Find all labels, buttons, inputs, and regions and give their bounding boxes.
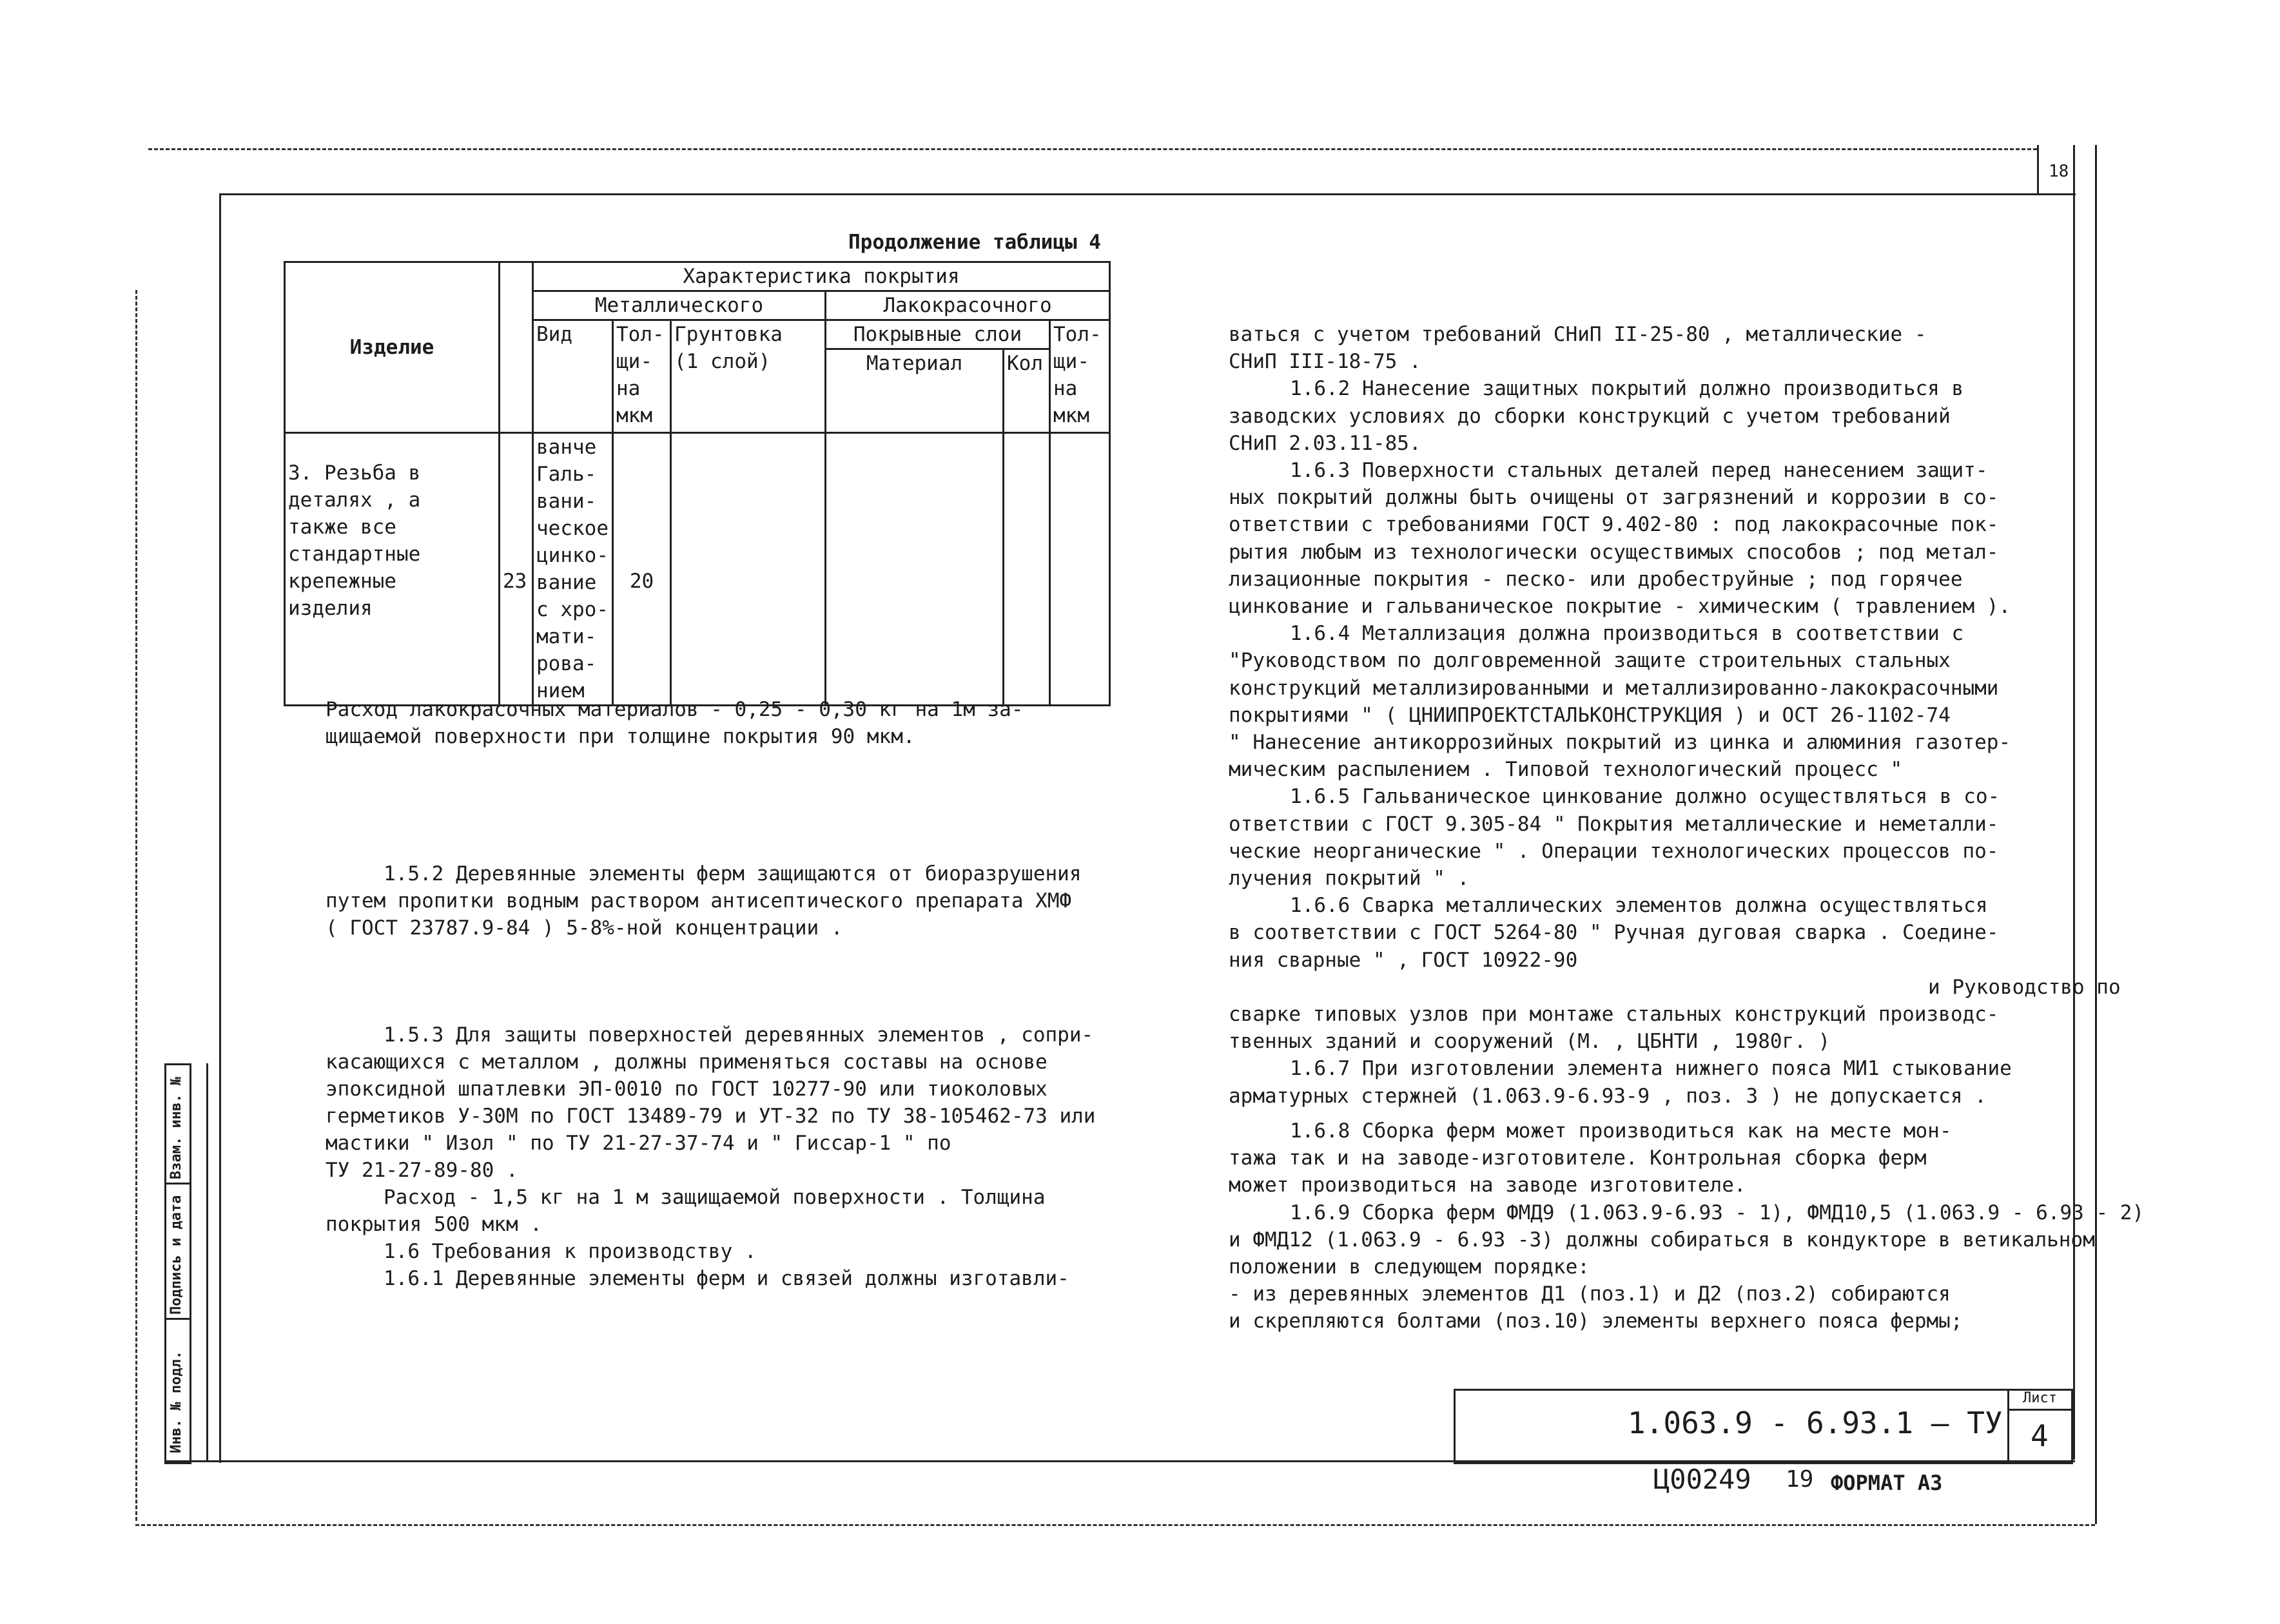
document-designation: 1.063.9 - 6.93.1 — ТУ [1628, 1406, 2003, 1440]
archive-number: Ц00249 [1653, 1464, 1751, 1495]
corner-cell-divider [2037, 145, 2039, 193]
outer-top-border [148, 148, 2037, 150]
header-thickness: Тол- щи- на мкм [613, 320, 671, 433]
header-type: Вид [533, 320, 613, 433]
header-metallic: Металлического [533, 291, 826, 320]
header-coating-characteristic: Характеристика покрытия [533, 262, 1110, 291]
header-thickness-2: Тол- щи- на мкм [1050, 320, 1110, 433]
sheet-corner-number: 18 [2049, 162, 2069, 181]
header-material: Материал [826, 349, 1004, 433]
side-stamp-divider-1 [164, 1183, 190, 1184]
coating-table [284, 261, 1111, 706]
row-product: 3. Резьба в деталях , а также все стандартные крепежные изделия [285, 433, 500, 706]
table-caption: Продолжение таблицы 4 [848, 231, 1101, 254]
row-index: 23 [500, 433, 533, 706]
header-index-blank [500, 262, 533, 433]
row-thickness: 20 [613, 433, 671, 706]
sheet-cell-divider [2007, 1409, 2071, 1411]
outer-bottom-border [135, 1524, 2095, 1526]
consumption-note: Расход лакокрасочных материалов - 0,25 - 0,30 кг на 1м за- щищаемой поверхности при толщине покрытия 90 мкм. [326, 698, 1024, 748]
inner-top-border [219, 193, 2076, 195]
header-paint: Лакокрасочного [826, 291, 1110, 320]
paragraph-1-5-3: 1.5.3 Для защиты поверхностей деревянных элементов , сопри- касающихся с металлом , должны применяться составы на основе эпоксидной шпатлевки ЭП-0010 по ГОСТ 10277-90 или тиоколовых герметиков У-30М по ГОСТ 13489-79 и УТ-32 по ТУ 38-105462-73 или мастики " Изол " по ТУ 21-27-37-74 и " Гиссар-1 " по ТУ 21-27-89-80 . Расход - 1,5 кг на 1 м защищаемой поверхности . Толщина покрытия 500 мкм . 1.6 Требования к производству . 1.6.1 Деревянные элементы ферм и связей должны изготавли- [326, 1023, 1096, 1290]
side-stamp-inner-line [206, 1063, 208, 1460]
row-count [1004, 433, 1050, 706]
header-count: Кол [1004, 349, 1050, 433]
header-top-coats: Покрывные слои [826, 320, 1050, 349]
right-column-text: ваться с учетом требований СНиП II-25-80 , металлические - СНиП III-18-75 . 1.6.2 Нанесение защитных покрытий должно производиться в заводских условиях до сборки конструкций с учетом требований СНиП 2.03.11-85. 1.6.3 Поверхности стальных деталей перед нанесением защит- ных покрытий должны быть очищены от загрязнений и коррозии в со- ответствии с требованиями ГОСТ 9.402-80 : под лакокрасочные пок- рытия любым из технологически осуществимых способов ; под метал- лизационные покрытия - песко- или дробеструйные ; под горячее цинкование и гальваническое покрытие - химическим ( травлением ). 1.6.4 Металлизация должна производиться в соответствии с "Руководством по долговременной защите строительных стальных конструкций металлизированными и металлизированно-лакокрасочными покрытиями " ( ЦНИИПРОЕКТСТАЛЬКОНСТРУКЦИЯ ) и ОСТ 26-1102-74 " Нанесение антикоррозийных покрытий из цинка и алюминия газотер- мическим распылением . Типовой технологический процесс " 1.6.5 Гальваническое цинкование должно осуществляться в со- ответствии с ГОСТ 9.305-84 " Покрытия металлические и неметалли- ческие неорганические " . Операции технологических процессов по- лучения покрытий " . 1.6.6 Сварка металлических элементов должна осуществляться в соответствии с ГОСТ 5264-80 " Ручная дуговая сварка . Соедине- ния сварные " , ГОСТ 10922-90 и Руководство по сварке типовых узлов при монтаже стальных конструкций производс- твенных зданий и сооружений (М. , ЦБНТИ , 1980г. ) 1.6.7 При изготовлении элемента нижнего пояса МИ1 стыкование арматурных стержней (1.063.9-6.93-9 , поз. 3 ) не допускается . 1.6.8 Сборка ферм может производиться как на месте мон- тажа так и на заводе-изготовителе. Контрольная сборка ферм может производиться на заводе изготовителе. 1.6.9 Сборка ферм ФМД9 (1.063.9-6.93 - 1), ФМД10,5 (1.063.9 - 6.93 - 2) и ФМД12 (1.063.9 - 6.93 -3) должны собираться в кондукторе в ветикальном положении в следующем порядке: - из деревянных элементов Д1 (поз.1) и Д2 (поз.2) собираются и скрепляются болтами (поз.10) элементы верхнего пояса фермы; [1229, 323, 2145, 1333]
sheet-number: 4 [2031, 1418, 2049, 1453]
row-primer [671, 433, 826, 706]
inner-left-border [219, 193, 221, 1463]
side-stamp-divider-2 [164, 1318, 190, 1320]
side-stamp-replace-inv: Взам. инв. № [168, 1077, 184, 1179]
paragraph-1-5-2: 1.5.2 Деревянные элементы ферм защищаются от биоразрушения путем пропитки водным раствором антисептического препарата ХМФ ( ГОСТ 23787.9-84 ) 5-8%-ной концентрации . [326, 862, 1082, 940]
side-stamp-inv-orig: Инв. № подл. [168, 1351, 184, 1453]
outer-left-border [135, 290, 137, 1521]
header-primer: Грунтовка (1 слой) [671, 320, 826, 433]
row-material [826, 433, 1004, 706]
sheet-label: Лист [2023, 1390, 2057, 1406]
row-type: ванче Галь- вани- ческое цинко- вание с хро- мати- рова- нием [533, 433, 613, 706]
row-thickness-2 [1050, 433, 1110, 706]
copy-number: 19 [1786, 1466, 1814, 1493]
side-stamp-sign-date: Подпись и дата [168, 1195, 184, 1315]
paper-format: ФОРМАТ А3 [1831, 1471, 1943, 1495]
header-product: Изделие [285, 262, 500, 433]
